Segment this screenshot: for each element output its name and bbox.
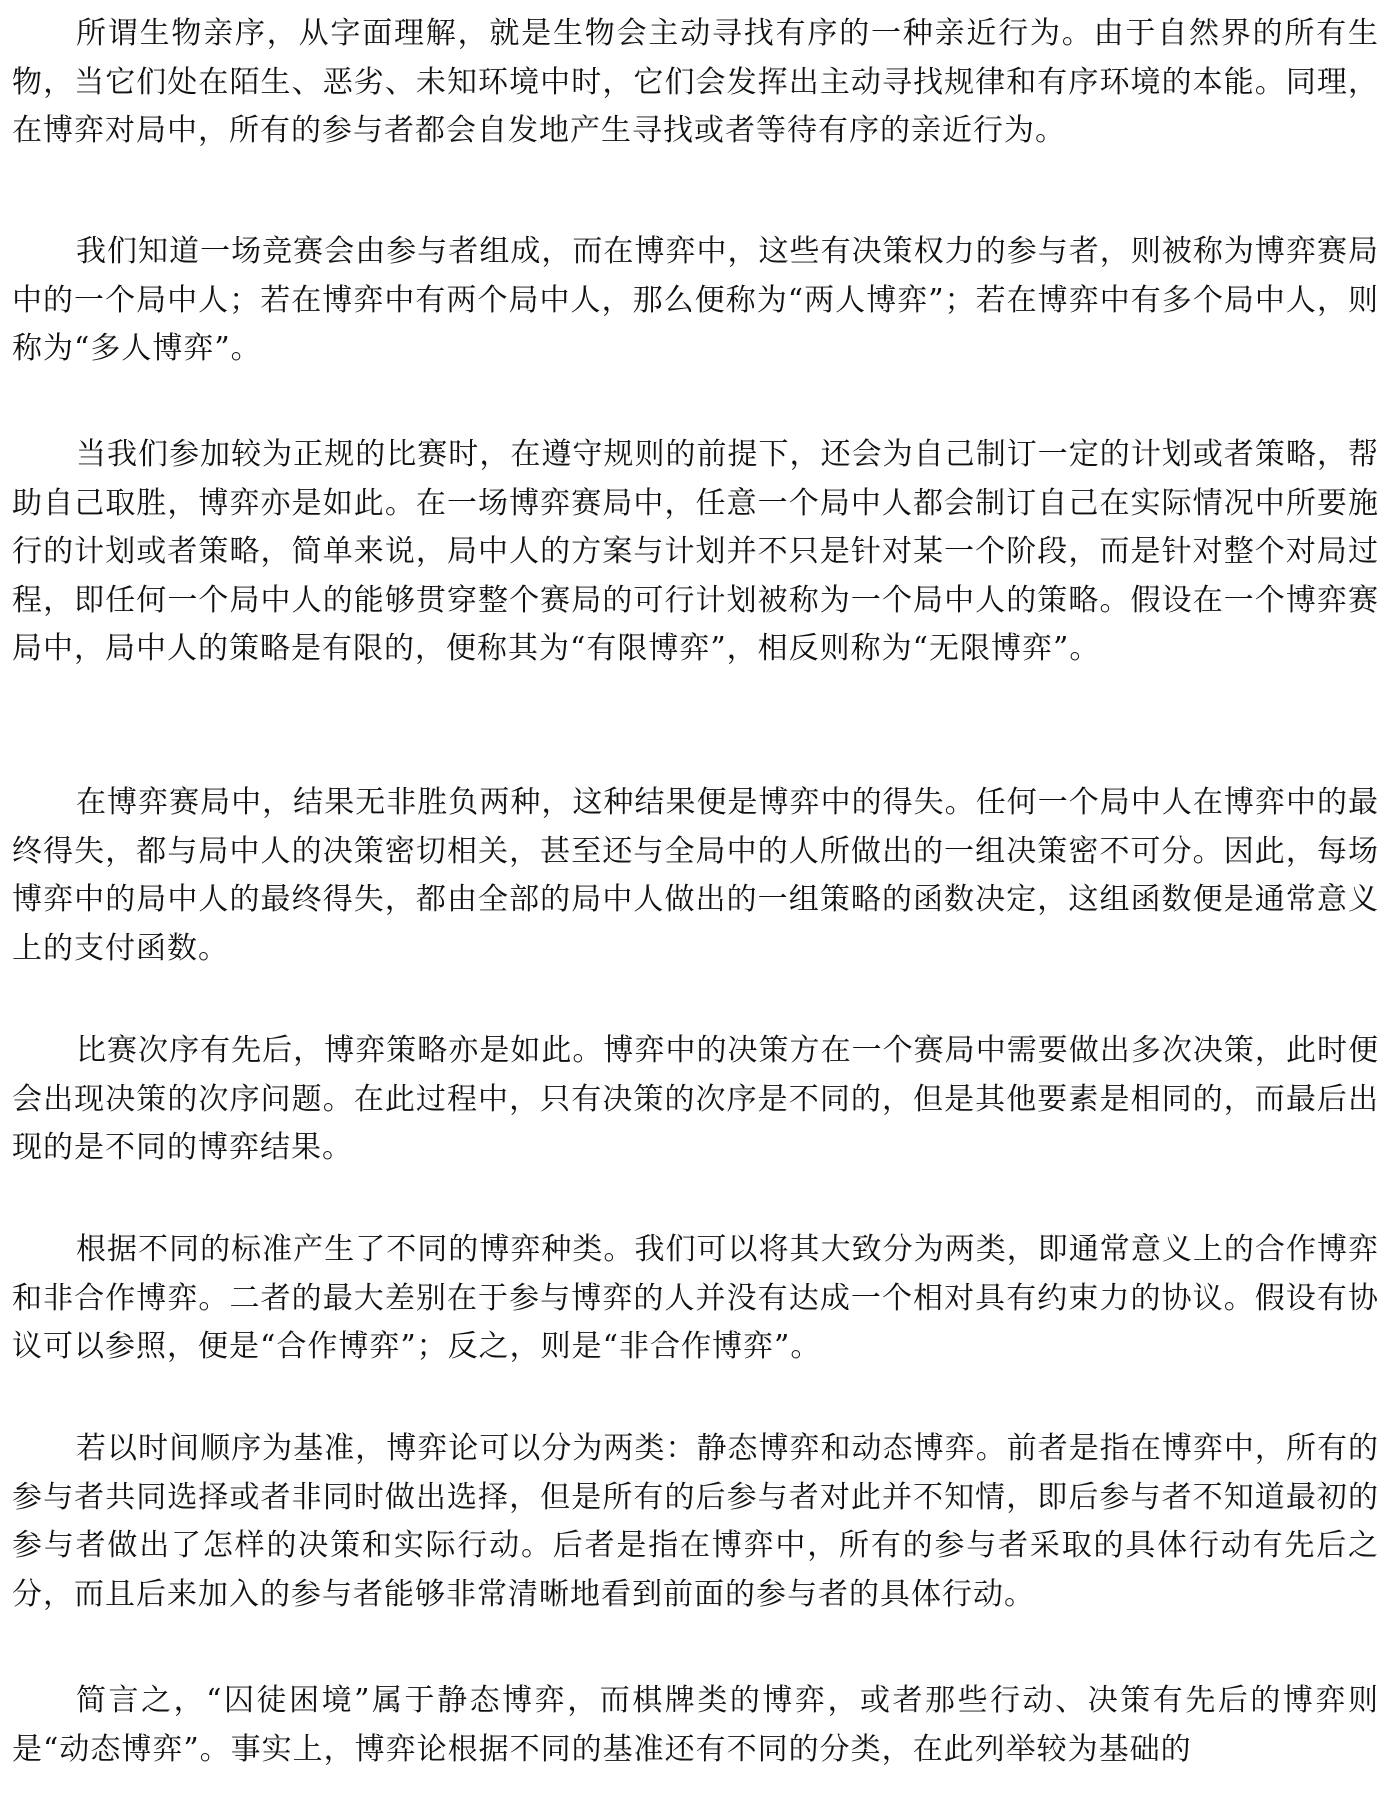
paragraph-payoff-function: 在博弈赛局中，结果无非胜负两种，这种结果便是博弈中的得失。任何一个局中人在博弈中的最终得失，都与局中人的决策密切相关，甚至还与全局中的人所做出的一组决策密不可分。因此，每场博弈中的局中人的最终得失，都由全部的局中人做出的一组策略的函数决定，这组函数便是通常意义上的支付函数。 xyxy=(12,785,1379,966)
paragraph-summary: 简言之，“囚徒困境”属于静态博弈，而棋牌类的博弈，或者那些行动、决策有先后的博弈则是“动态博弈”。事实上，博弈论根据不同的基准还有不同的分类，在此列举较为基础的 xyxy=(12,1683,1379,1767)
paragraph-game-players: 我们知道一场竞赛会由参与者组成，而在博弈中，这些有决策权力的参与者，则被称为博弈赛局中的一个局中人；若在博弈中有两个局中人，那么便称为“两人博弈”；若在博弈中有多个局中人，则称为“多人博弈”。 xyxy=(12,234,1379,366)
paragraph-cooperative-games: 根据不同的标准产生了不同的博弈种类。我们可以将其大致分为两类，即通常意义上的合作博弈和非合作博弈。二者的最大差别在于参与博弈的人并没有达成一个相对具有约束力的协议。假设有协议可以参照，便是“合作博弈”；反之，则是“非合作博弈”。 xyxy=(12,1232,1379,1364)
paragraph-static-dynamic-games: 若以时间顺序为基准，博弈论可以分为两类：静态博弈和动态博弈。前者是指在博弈中，所有的参与者共同选择或者非同时做出选择，但是所有的后参与者对此并不知情，即后参与者不知道最初的参与者做出了怎样的决策和实际行动。后者是指在博弈中，所有的参与者采取的具体行动有先后之分，而且后来加入的参与者能够非常清晰地看到前面的参与者的具体行动。 xyxy=(12,1431,1379,1612)
paragraph-strategy: 当我们参加较为正规的比赛时，在遵守规则的前提下，还会为自己制订一定的计划或者策略，帮助自己取胜，博弈亦是如此。在一场博弈赛局中，任意一个局中人都会制订自己在实际情况中所要施行的计划或者策略，简单来说，局中人的方案与计划并不只是针对某一个阶段，而是针对整个对局过程，即任何一个局中人的能够贯穿整个赛局的可行计划被称为一个局中人的策略。假设在一个博弈赛局中，局中人的策略是有限的，便称其为“有限博弈”，相反则称为“无限博弈”。 xyxy=(12,437,1379,666)
paragraph-biological-order: 所谓生物亲序，从字面理解，就是生物会主动寻找有序的一种亲近行为。由于自然界的所有生物，当它们处在陌生、恶劣、未知环境中时，它们会发挥出主动寻找规律和有序环境的本能。同理，在博弈对局中，所有的参与者都会自发地产生寻找或者等待有序的亲近行为。 xyxy=(12,16,1379,148)
paragraph-decision-order: 比赛次序有先后，博弈策略亦是如此。博弈中的决策方在一个赛局中需要做出多次决策，此时便会出现决策的次序问题。在此过程中，只有决策的次序是不同的，但是其他要素是相同的，而最后出现的是不同的博弈结果。 xyxy=(12,1033,1379,1165)
